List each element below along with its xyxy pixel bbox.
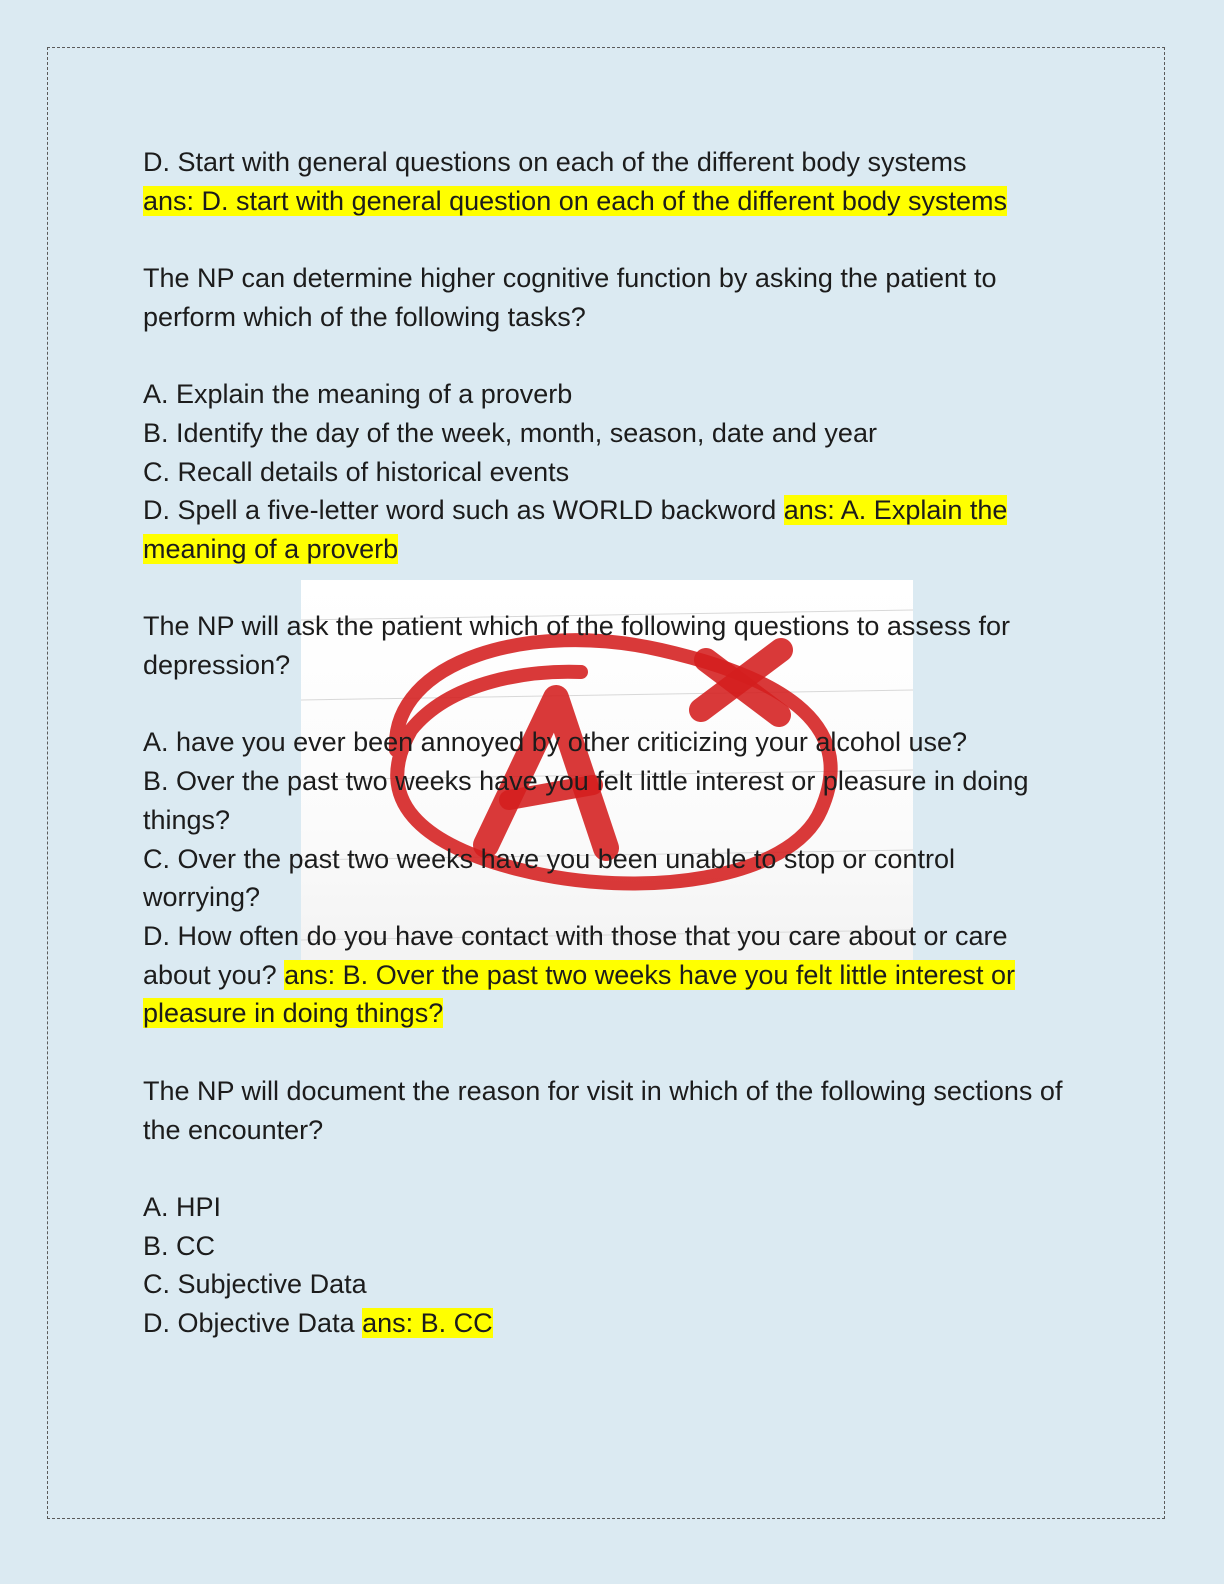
q4-option-c: C. Subjective Data [143,1269,367,1300]
q3-option-b: B. Over the past two weeks have you felt little interest or pleasure in doing things? [143,766,1029,835]
q2-question: The NP can determine higher cognitive function by asking the patient to perform which of the following tasks? [143,263,997,332]
q4-option-b: B. CC [143,1230,216,1261]
q4-option-a: A. HPI [143,1191,222,1222]
q2-option-d: D. Spell a five-letter word such as WORLD backword [143,495,777,526]
q3-option-a: A. have you ever been annoyed by other criticizing your alcohol use? [143,727,968,758]
q3-option-d: D. How often do you have contact with those that you care about or care about you? [143,921,1008,990]
q4-question: The NP will document the reason for visit in which of the following sections of the encounter? [143,1075,1063,1145]
q3-question: The NP will ask the patient which of the following questions to assess for depression? [143,611,1010,681]
q2-option-c: C. Recall details of historical events [143,456,570,487]
q3-option-c: C. Over the past two weeks have you been unable to stop or control worrying? [143,843,955,913]
q1-option-d: D. Start with general questions on each of the different body systems [143,147,967,177]
q3-answer: ans: B. Over the past two weeks have you felt little interest or pleasure in doing things? [143,959,1015,1029]
q4-option-d: D. Objective Data [143,1308,355,1338]
q3-option-d-block [143,917,1078,1033]
document-body [143,143,1078,1343]
q1-answer: ans: D. start with general question on each of the different body systems [143,185,1007,216]
q4-answer: ans: B. CC [362,1308,493,1338]
q2-option-a: A. Explain the meaning of a proverb [143,379,573,410]
q4-option-d-block [143,1304,1078,1343]
q1-block [143,143,1078,220]
q2-option-b: B. Identify the day of the week, month, season, date and year [143,417,877,448]
q2-option-d-block [143,491,1078,568]
q2-answer: ans: A. Explain the meaning of a proverb [143,495,1008,564]
